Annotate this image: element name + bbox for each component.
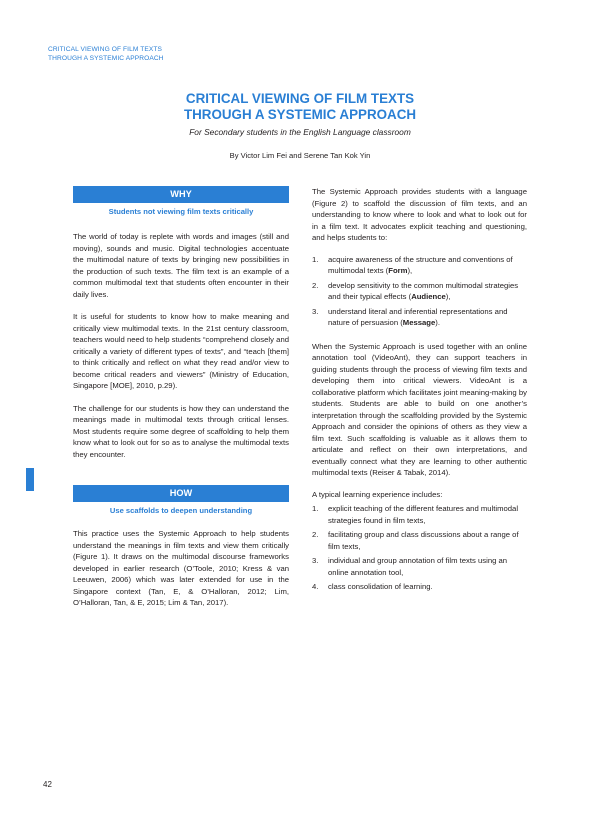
why-paragraph: It is useful for students to know how to make meaning and critically view multimodal texts. In the 21st century classroom, teachers would need to help students “comprehend closely and critically a variety of different types of texts”, and “teach [them] to think critically and reflect on what they read and/or view to become critical readers and viewers” (Ministry of Education, Singapore [MOE], 2010, p.29).	[73, 312, 289, 390]
experience-list	[312, 503, 527, 593]
list-item: 3. individual and group annotation of film texts using an online annotation tool,	[312, 556, 508, 577]
list-item: 1. explicit teaching of the different features and multimodal strategies found in film texts,	[312, 504, 519, 525]
running-head-line-2: THROUGH A SYSTEMIC APPROACH	[48, 55, 164, 62]
subtitle: For Secondary students in the English Language classroom	[189, 127, 411, 137]
why-heading: WHY	[73, 186, 289, 203]
title-line-1: CRITICAL VIEWING OF FILM TEXTS	[185, 91, 415, 106]
list-item: 4. class consolidation of learning.	[312, 582, 433, 591]
how-heading: HOW	[73, 485, 289, 502]
right-column	[312, 186, 527, 596]
why-subheading: Students not viewing film texts critically	[108, 207, 254, 216]
how-subheading: Use scaffolds to deepen understanding	[109, 506, 253, 515]
list-item: 2. develop sensitivity to the common multimodal strategies and their typical effects (Audience),	[312, 280, 519, 301]
list-item: 2. facilitating group and class discussions about a range of film texts,	[312, 530, 519, 551]
why-paragraph: The challenge for our students is how they can understand the meanings made in multimodal texts through critical lenses. Most students require some degree of scaffolding to help them know what to look out for so as to analyse the multimodal texts they encounter.	[73, 403, 289, 459]
intro-paragraph: The Systemic Approach provides students with a language (Figure 2) to scaffold the discussion of film texts, and an understanding to know where to look and what to look out for in a film text. It advocates explicit teaching and questioning, and helps students to:	[312, 187, 527, 242]
page-title	[0, 91, 600, 123]
left-column	[73, 186, 289, 609]
title-line-2: THROUGH A SYSTEMIC APPROACH	[183, 107, 417, 122]
side-tab-marker	[26, 468, 34, 491]
list-item: 1. acquire awareness of the structure and conventions of multimodal texts (Form),	[312, 254, 513, 275]
running-head	[48, 45, 164, 63]
list-item: 3. understand literal and inferential representations and nature of persuasion (Message).	[312, 306, 508, 327]
videoant-paragraph: When the Systemic Approach is used together with an online annotation tool (VideoAnt), they can support teachers in guiding students through the process of viewing film texts and developing them into critical viewers. VideoAnt is a collaborative platform which facilitates joint meaning-making by students. Students are able to build on one another’s interpretation through the scaffolding provided by the Systemic Approach and consider the opinions of others as they view a film text. Such scaffolding is valuable as it allows them to articulate and reflect on their own interpretations, and eventually connect what they are learning to other authentic multimodal texts (Reiser & Tabak, 2014).	[312, 341, 527, 477]
experience-intro: A typical learning experience includes:	[312, 489, 443, 499]
authors: By Victor Lim Fei and Serene Tan Kok Yin	[229, 151, 371, 160]
why-paragraph: The world of today is replete with words and images (still and moving), sounds and music. Digital technologies accentuate the multimodal nature of texts by bringing new possibilities in the production of such texts. The film text is an example of a common multimodal text that students often encounter in their daily lives.	[73, 232, 289, 299]
aims-list	[312, 254, 527, 329]
running-head-line-1: CRITICAL VIEWING OF FILM TEXTS	[48, 46, 163, 53]
page-number: 42	[43, 780, 52, 789]
how-paragraph: This practice uses the Systemic Approach to help students understand the meanings in film texts and view them critically (Figure 1). It draws on the multimodal discourse frameworks developed in earlier research (O’Toole, 2010; Kress & van Leeuwen, 2006) which was later extended for use in the Singapore context (Tan, E, & O’Halloran, 2012; Lim, O’Halloran, Tan, & E, 2015; Lim & Tan, 2017).	[73, 529, 289, 607]
